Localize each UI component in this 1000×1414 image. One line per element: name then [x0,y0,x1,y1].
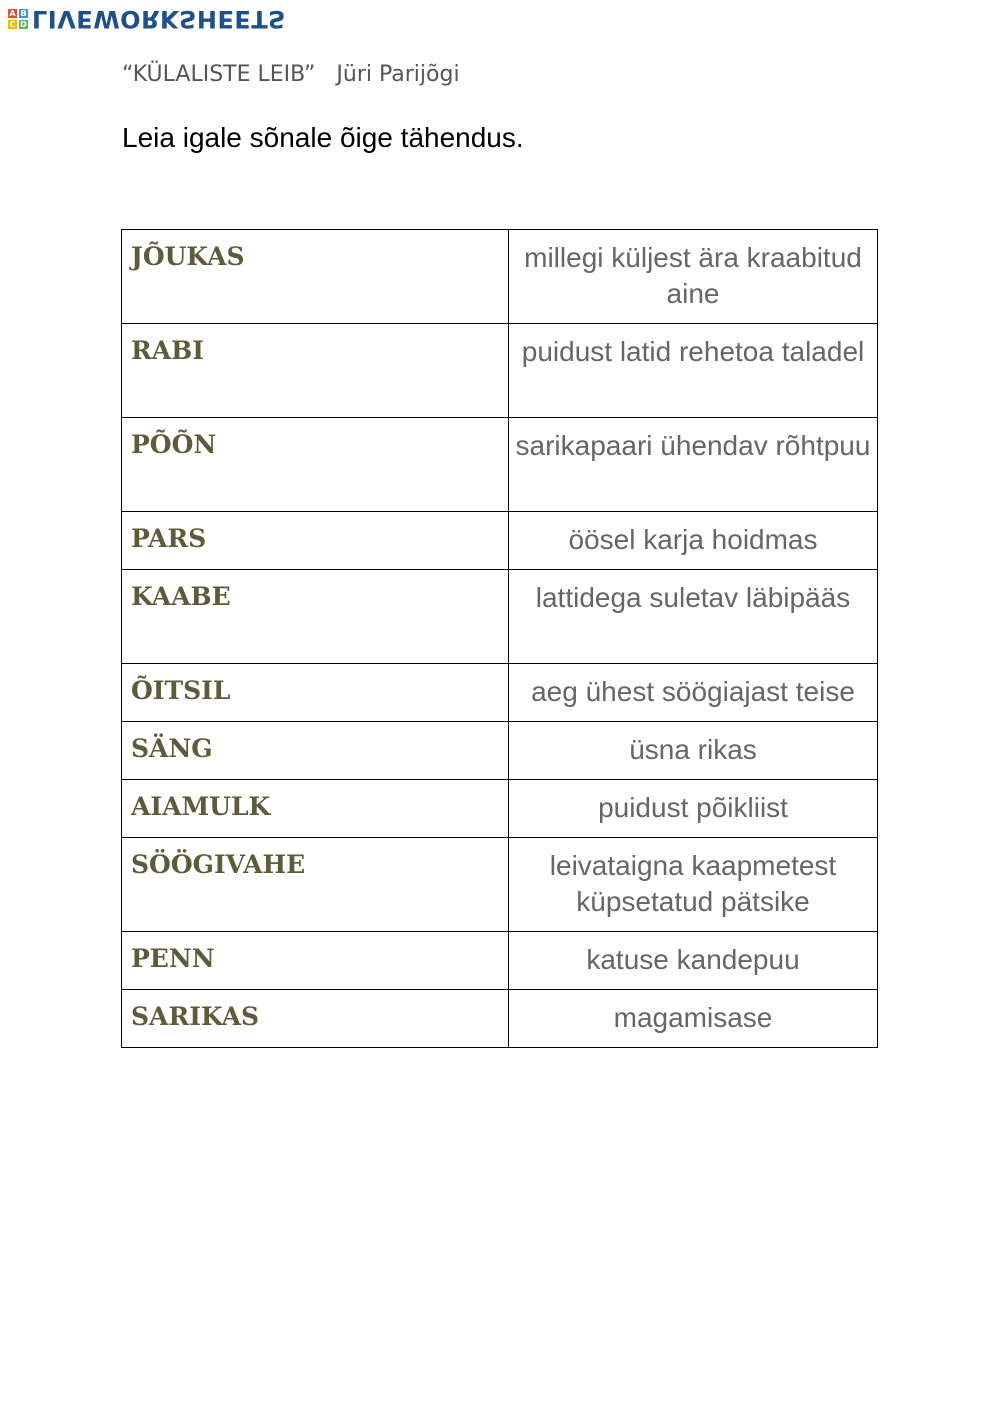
word-cell[interactable]: SARIKAS [122,990,509,1048]
table-row [122,932,878,990]
story-title: “KÜLALISTE LEIB” Jüri Parijõgi [122,62,460,87]
definition-cell[interactable]: puidust põikliist [509,780,878,838]
table-row [122,512,878,570]
word-cell[interactable]: PÕÕN [122,418,509,512]
word-cell[interactable]: RABI [122,324,509,418]
instruction-text: Leia igale sõnale õige tähendus. [122,122,524,153]
logo-block: A [9,9,16,18]
table-row [122,780,878,838]
word-cell[interactable]: PARS [122,512,509,570]
liveworksheets-logo [8,6,286,32]
table-row [122,722,878,780]
table-row [122,838,878,932]
definition-cell[interactable]: puidust latid rehetoa taladel [509,324,878,418]
word-cell[interactable]: JÕUKAS [122,230,509,324]
matching-table [121,229,878,1048]
definition-cell[interactable]: öösel karja hoidmas [509,512,878,570]
table-row [122,418,878,512]
definition-cell[interactable]: magamisase [509,990,878,1048]
logo-blocks-icon [8,9,28,29]
definition-cell[interactable]: aeg ühest söögiajast teise [509,664,878,722]
word-cell[interactable]: SÖÖGIVAHE [122,838,509,932]
definition-cell[interactable]: millegi küljest ära kraabitud aine [509,230,878,324]
logo-text: LIVEWORKSHEETS [32,5,286,33]
definition-cell[interactable]: leivataigna kaapmetest küpsetatud pätsike [509,838,878,932]
logo-block: B [20,9,27,18]
table-row [122,570,878,664]
definition-cell[interactable]: katuse kandepuu [509,932,878,990]
word-cell[interactable]: SÄNG [122,722,509,780]
table-row [122,324,878,418]
logo-block: D [20,20,27,29]
word-cell[interactable]: ÕITSIL [122,664,509,722]
word-cell[interactable]: AIAMULK [122,780,509,838]
table-row [122,664,878,722]
definition-cell[interactable]: lattidega suletav läbipääs [509,570,878,664]
word-cell[interactable]: PENN [122,932,509,990]
definition-cell[interactable]: üsna rikas [509,722,878,780]
logo-block: C [9,20,16,29]
table-row [122,230,878,324]
word-cell[interactable]: KAABE [122,570,509,664]
definition-cell[interactable]: sarikapaari ühendav rõhtpuu [509,418,878,512]
table-row [122,990,878,1048]
